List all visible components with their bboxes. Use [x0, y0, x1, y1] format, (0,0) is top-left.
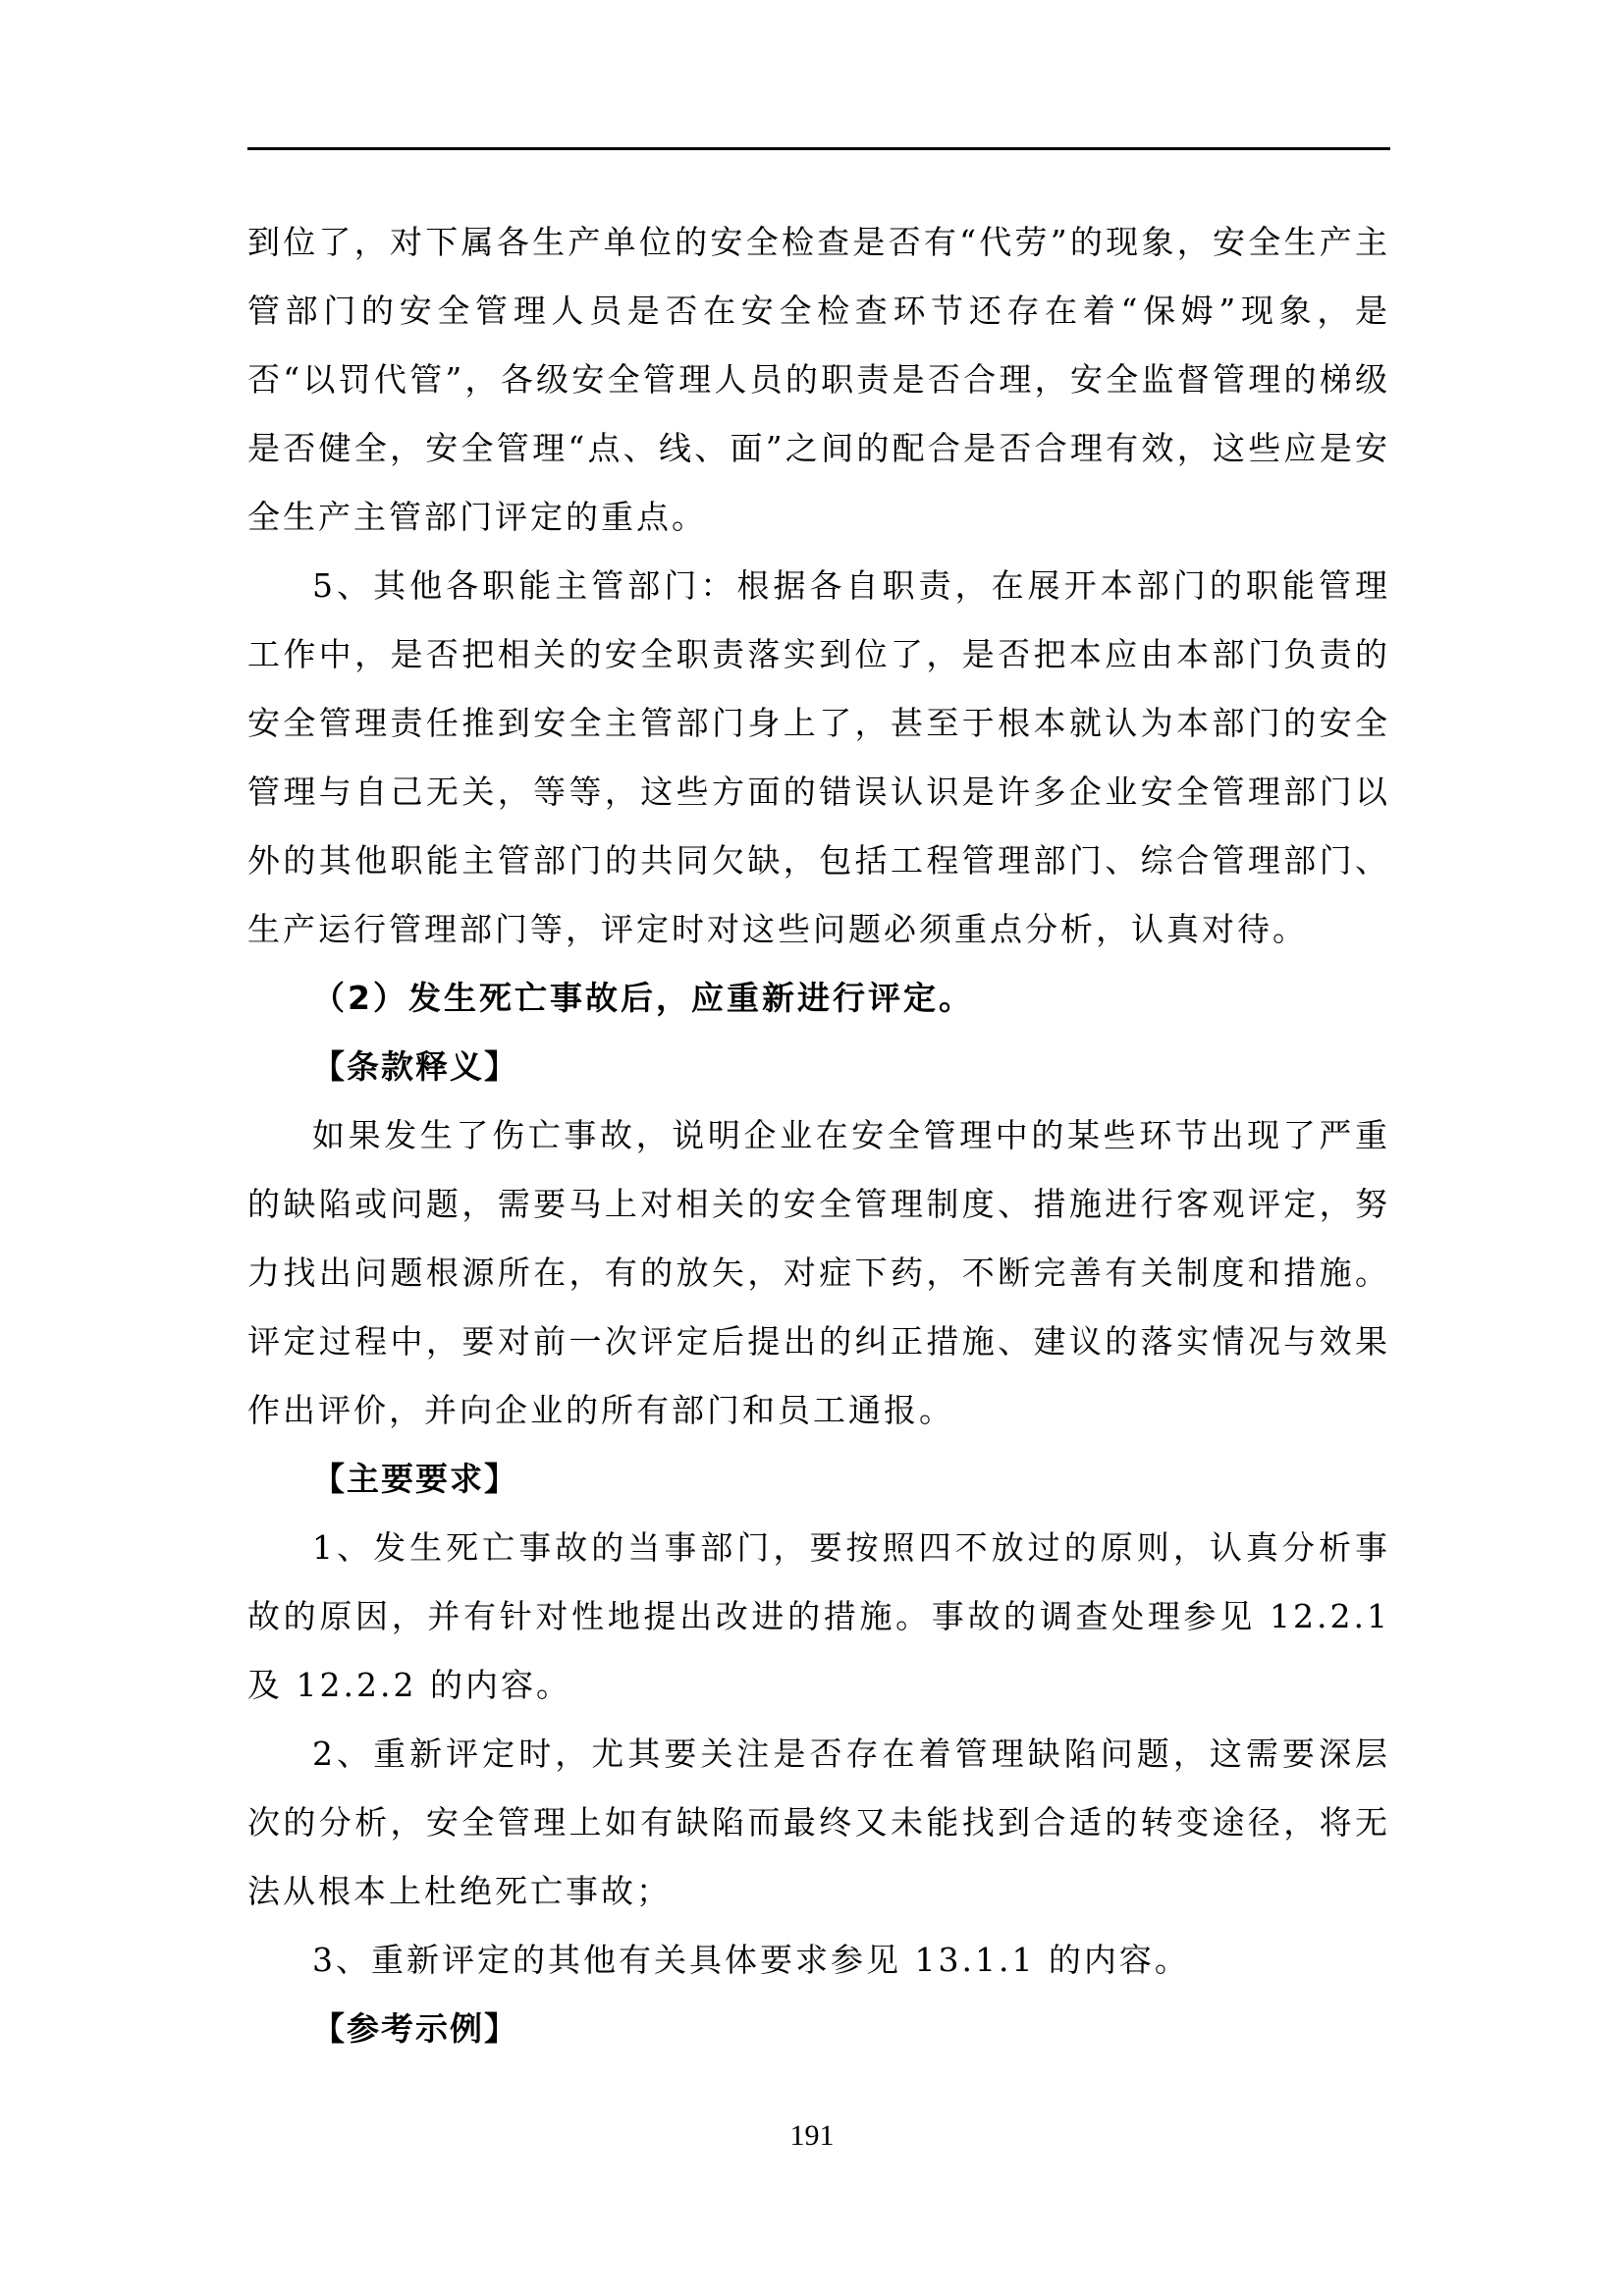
section-heading-examples: 【参考示例】 [312, 2009, 518, 2048]
section-heading-interpretation: 【条款释义】 [312, 1047, 518, 1086]
clause-title: （2）发生死亡事故后，应重新进行评定。 [312, 979, 974, 1017]
paragraph-requirement-1: 1、发生死亡事故的当事部门，要按照四不放过的原则，认真分析事故的原因，并有针对性地提出改进的措施。事故的调查处理参见 12.2.1 及 12.2.2 的内容。 [247, 1528, 1390, 1704]
paragraph-continuation: 到位了，对下属各生产单位的安全检查是否有“代劳”的现象，安全生产主管部门的安全管理人员是否在安全检查环节还存在着“保姆”现象，是否“以罚代管”，各级安全管理人员的职责是否合理，安全监督管理的梯级是否健全，安全管理“点、线、面”之间的配合是否合理有效，这些应是安全生产主管部门评定的重点。 [247, 223, 1390, 536]
paragraph-item-5: 5、其他各职能主管部门：根据各自职责，在展开本部门的职能管理工作中，是否把相关的安全职责落实到位了，是否把本应由本部门负责的安全管理责任推到安全主管部门身上了，甚至于根本就认为本部门的安全管理与自己无关，等等，这些方面的错误认识是许多企业安全管理部门以外的其他职能主管部门的共同欠缺，包括工程管理部门、综合管理部门、生产运行管理部门等，评定时对这些问题必须重点分析，认真对待。 [247, 566, 1390, 948]
page-number: 191 [789, 2119, 835, 2152]
header-rule [247, 147, 1390, 150]
page-body [247, 208, 1390, 2063]
paragraph-interpretation: 如果发生了伤亡事故，说明企业在安全管理中的某些环节出现了严重的缺陷或问题，需要马上对相关的安全管理制度、措施进行客观评定，努力找出问题根源所在，有的放矢，对症下药，不断完善有关制度和措施。评定过程中，要对前一次评定后提出的纠正措施、建议的落实情况与效果作出评价，并向企业的所有部门和员工通报。 [247, 1116, 1390, 1429]
paragraph-requirement-3: 3、重新评定的其他有关具体要求参见 13.1.1 的内容。 [312, 1941, 1190, 1979]
paragraph-requirement-2: 2、重新评定时，尤其要关注是否存在着管理缺陷问题，这需要深层次的分析，安全管理上如有缺陷而最终又未能找到合适的转变途径，将无法从根本上杜绝死亡事故； [247, 1735, 1390, 1910]
section-heading-requirements: 【主要要求】 [312, 1460, 518, 1498]
